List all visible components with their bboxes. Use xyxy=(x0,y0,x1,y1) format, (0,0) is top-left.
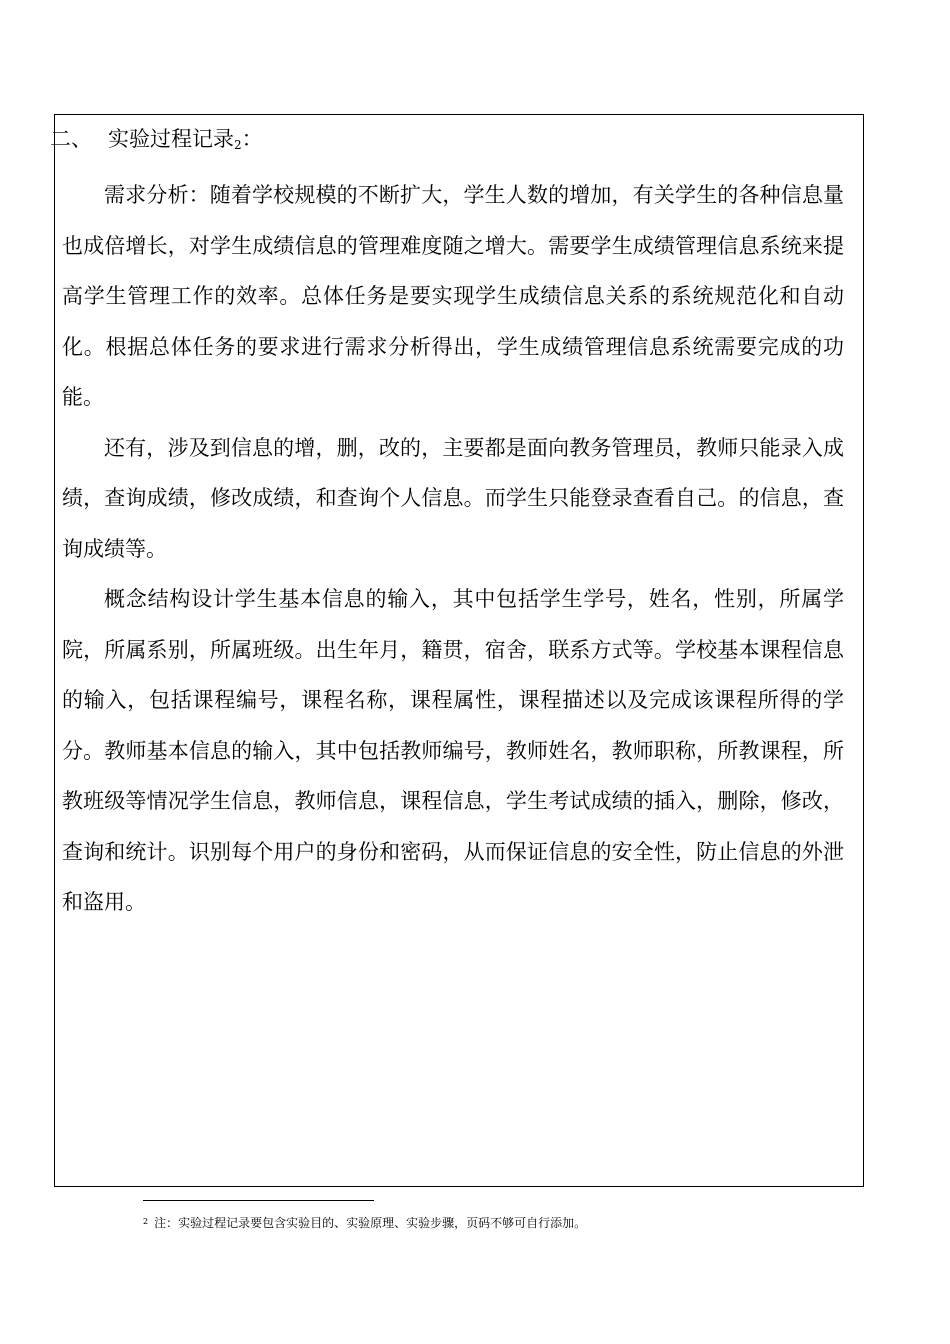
section-title: 实验过程记录 xyxy=(108,127,234,151)
footnote-divider xyxy=(143,1200,374,1201)
paragraph-conceptual-design: 概念结构设计学生基本信息的输入，其中包括学生学号，姓名，性别，所属学院，所属系别，所属班级。出生年月，籍贯，宿舍，联系方式等。学校基本课程信息的输入，包括课程编号，课程名称，课程属性，课程描述以及完成该课程所得的学分。教师基本信息的输入，其中包括教师编号，教师姓名，教师职称，所教课程，所教班级等情况学生信息，教师信息，课程信息，学生考试成绩的插入，删除，修改，查询和统计。识别每个用户的身份和密码，从而保证信息的安全性，防止信息的外泄和盗用。 xyxy=(62,587,844,914)
record-body xyxy=(62,170,844,928)
footnote-mark: 2 xyxy=(143,1217,149,1226)
section-number: 二、 xyxy=(50,127,92,151)
paragraph-permissions: 还有，涉及到信息的增，删，改的，主要都是面向教务管理员，教师只能录入成绩，查询成绩，修改成绩，和查询个人信息。而学生只能登录查看自己。的信息，查询成绩等。 xyxy=(62,435,844,561)
paragraph-requirements: 需求分析：随着学校规模的不断扩大，学生人数的增加，有关学生的各种信息量也成倍增长，对学生成绩信息的管理难度随之增大。需要学生成绩管理信息系统来提高学生管理工作的效率。总体任务是要实现学生成绩信息关系的系统规范化和自动化。根据总体任务的要求进行需求分析得出，学生成绩管理信息系统需要完成的功能。 xyxy=(62,183,844,409)
footnote-text: 注：实验过程记录要包含实验目的、实验原理、实验步骤，页码不够可自行添加。 xyxy=(154,1216,587,1230)
heading-colon: ： xyxy=(241,127,263,151)
footnote-reference: 2 xyxy=(234,138,242,152)
footnote xyxy=(143,1213,586,1232)
section-heading xyxy=(50,124,263,160)
